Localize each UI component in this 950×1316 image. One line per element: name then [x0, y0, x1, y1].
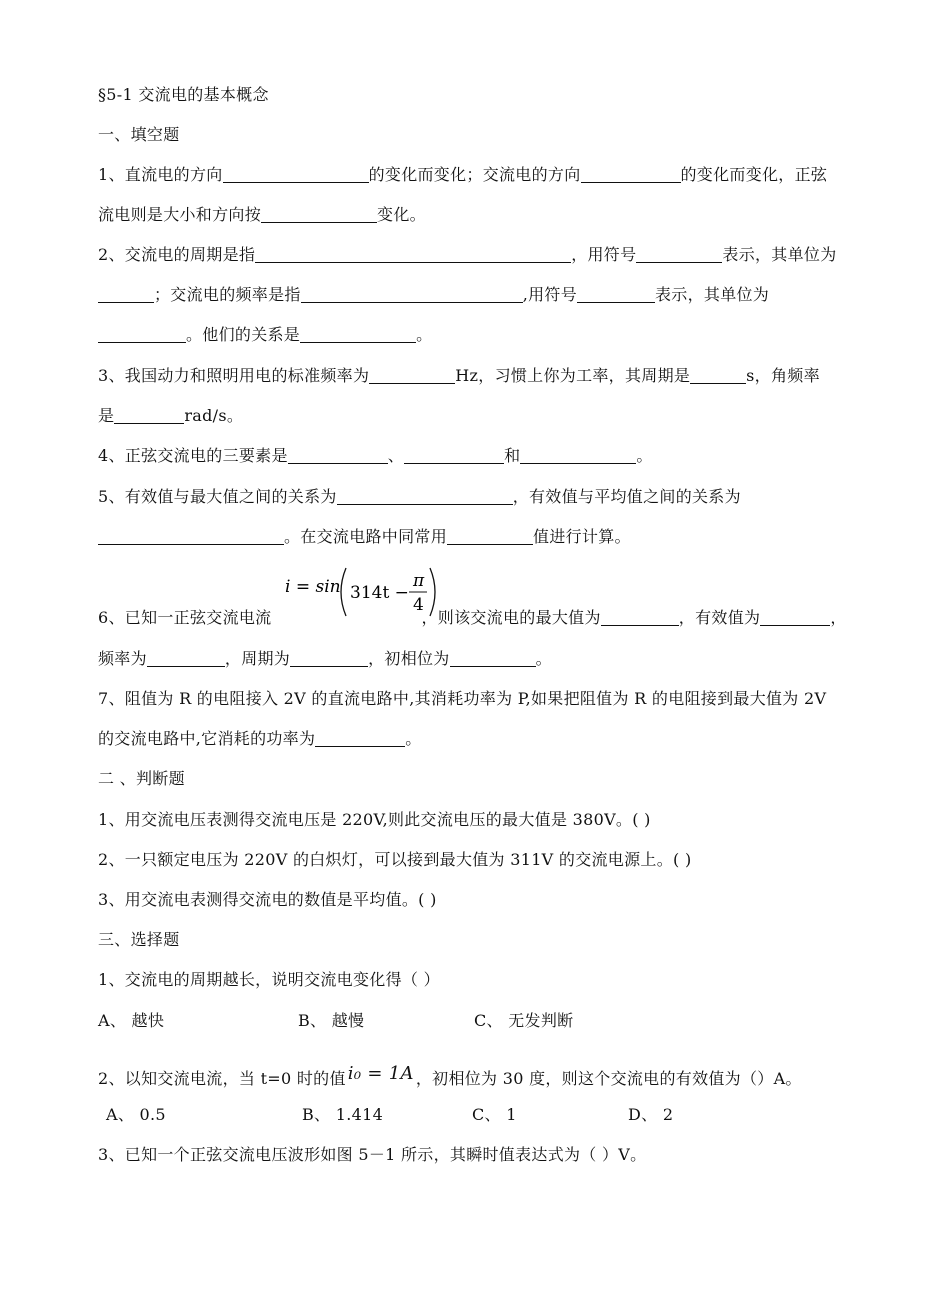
tf-question-3: 3、用交流电表测得交流电的数值是平均值。( ): [98, 890, 437, 909]
answer-blank[interactable]: [337, 488, 513, 505]
q1-line1: 1、直流电的方向 的变化而变化；交流电的方向 的变化而变化，正弦: [98, 165, 828, 184]
q3-line2: 是 rad/s。: [98, 406, 244, 425]
q4-line1: 4、正弦交流电的三要素是 、 和 。: [98, 446, 653, 465]
option-c[interactable]: C、 1: [472, 1105, 517, 1124]
mc-question-1: 1、交流电的周期越长，说明交流电变化得（ ）: [98, 970, 440, 989]
answer-blank[interactable]: [690, 367, 746, 384]
q1-line2: 流电则是大小和方向按 变化。: [98, 205, 426, 224]
option-a[interactable]: A、 0.5: [106, 1105, 166, 1124]
answer-blank[interactable]: [581, 166, 681, 183]
q2-line1: 2、交流电的周期是指 ，用符号 表示，其单位为: [98, 245, 837, 264]
q7-line2: 的交流电路中,它消耗的功率为 。: [98, 729, 422, 748]
answer-blank[interactable]: [255, 246, 571, 263]
option-c[interactable]: C、 无发判断: [474, 1011, 574, 1030]
q2-line2: ；交流电的频率是指 ,用符号 表示，其单位为: [98, 283, 880, 307]
answer-blank[interactable]: [98, 286, 154, 303]
formula-lhs: i = sin: [285, 577, 341, 597]
q5-line2: 。在交流电路中同常用 值进行计算。: [98, 525, 880, 549]
answer-blank[interactable]: [223, 166, 369, 183]
formula-denominator: 4: [413, 595, 424, 615]
answer-blank[interactable]: [369, 367, 455, 384]
option-b[interactable]: B、 1.414: [302, 1105, 384, 1124]
option-d[interactable]: D、 2: [628, 1105, 674, 1124]
answer-blank[interactable]: [447, 528, 533, 545]
answer-blank[interactable]: [404, 447, 504, 464]
answer-blank[interactable]: [301, 286, 523, 303]
answer-blank[interactable]: [315, 730, 405, 747]
answer-blank[interactable]: [520, 447, 636, 464]
answer-blank[interactable]: [261, 206, 377, 223]
option-b[interactable]: B、 越慢: [298, 1011, 365, 1030]
answer-blank[interactable]: [288, 447, 388, 464]
fill-in-heading: 一、填空题: [98, 125, 180, 144]
answer-blank[interactable]: [760, 609, 830, 626]
mc-question-3: 3、已知一个正弦交流电压波形如图 5－1 所示，其瞬时值表达式为（ ）V。: [98, 1145, 647, 1164]
answer-blank[interactable]: [147, 650, 225, 667]
answer-blank[interactable]: [601, 609, 679, 626]
mc-question-1-options: [98, 1009, 880, 1033]
q5-line1: 5、有效值与最大值之间的关系为 ，有效值与平均值之间的关系为: [98, 487, 741, 506]
q7-line1: 7、阻值为 R 的电阻接入 2V 的直流电路中,其消耗功率为 P,如果把阻值为 R 的电阻接到最大值为 2V: [98, 689, 827, 708]
formula-inner: 314t −: [350, 583, 409, 603]
answer-blank[interactable]: [577, 286, 655, 303]
answer-blank[interactable]: [114, 407, 184, 424]
answer-blank[interactable]: [98, 326, 186, 343]
mc-question-2-options: [106, 1103, 888, 1127]
answer-blank[interactable]: [636, 246, 722, 263]
tf-question-1: 1、用交流电压表测得交流电压是 220V,则此交流电压的最大值是 380V。( ): [98, 810, 651, 829]
answer-blank[interactable]: [300, 326, 416, 343]
q6-line1: 6、已知一正弦交流电流 ，则该交流电的最大值为 ，有效值为 ，: [98, 608, 847, 627]
option-a[interactable]: A、 越快: [98, 1011, 165, 1030]
q2-line3: 。他们的关系是 。: [98, 323, 880, 347]
formula-numerator: π: [413, 571, 425, 591]
q6-line2: 频率为 ，周期为 ，初相位为 。: [98, 649, 552, 668]
answer-blank[interactable]: [450, 650, 536, 667]
q3-line1: 3、我国动力和照明用电的标准频率为 Hz，习惯上你为工率，其周期是 s，角频率: [98, 366, 820, 385]
answer-blank[interactable]: [290, 650, 368, 667]
initial-current-formula: i₀ = 1A: [347, 1063, 414, 1084]
multiple-choice-heading: 三、选择题: [98, 930, 180, 949]
mc-question-2: 2、以知交流电流，当 t=0 时的值 i₀ = 1A ，初相位为 30 度，则这个交流电的有效值为（）A。: [98, 1063, 802, 1088]
tf-question-2: 2、一只额定电压为 220V 的白炽灯，可以接到最大值为 311V 的交流电源上。( ): [98, 850, 692, 869]
true-false-heading: 二 、判断题: [98, 769, 185, 788]
answer-blank[interactable]: [98, 528, 284, 545]
section-title: §5-1 交流电的基本概念: [98, 85, 269, 104]
